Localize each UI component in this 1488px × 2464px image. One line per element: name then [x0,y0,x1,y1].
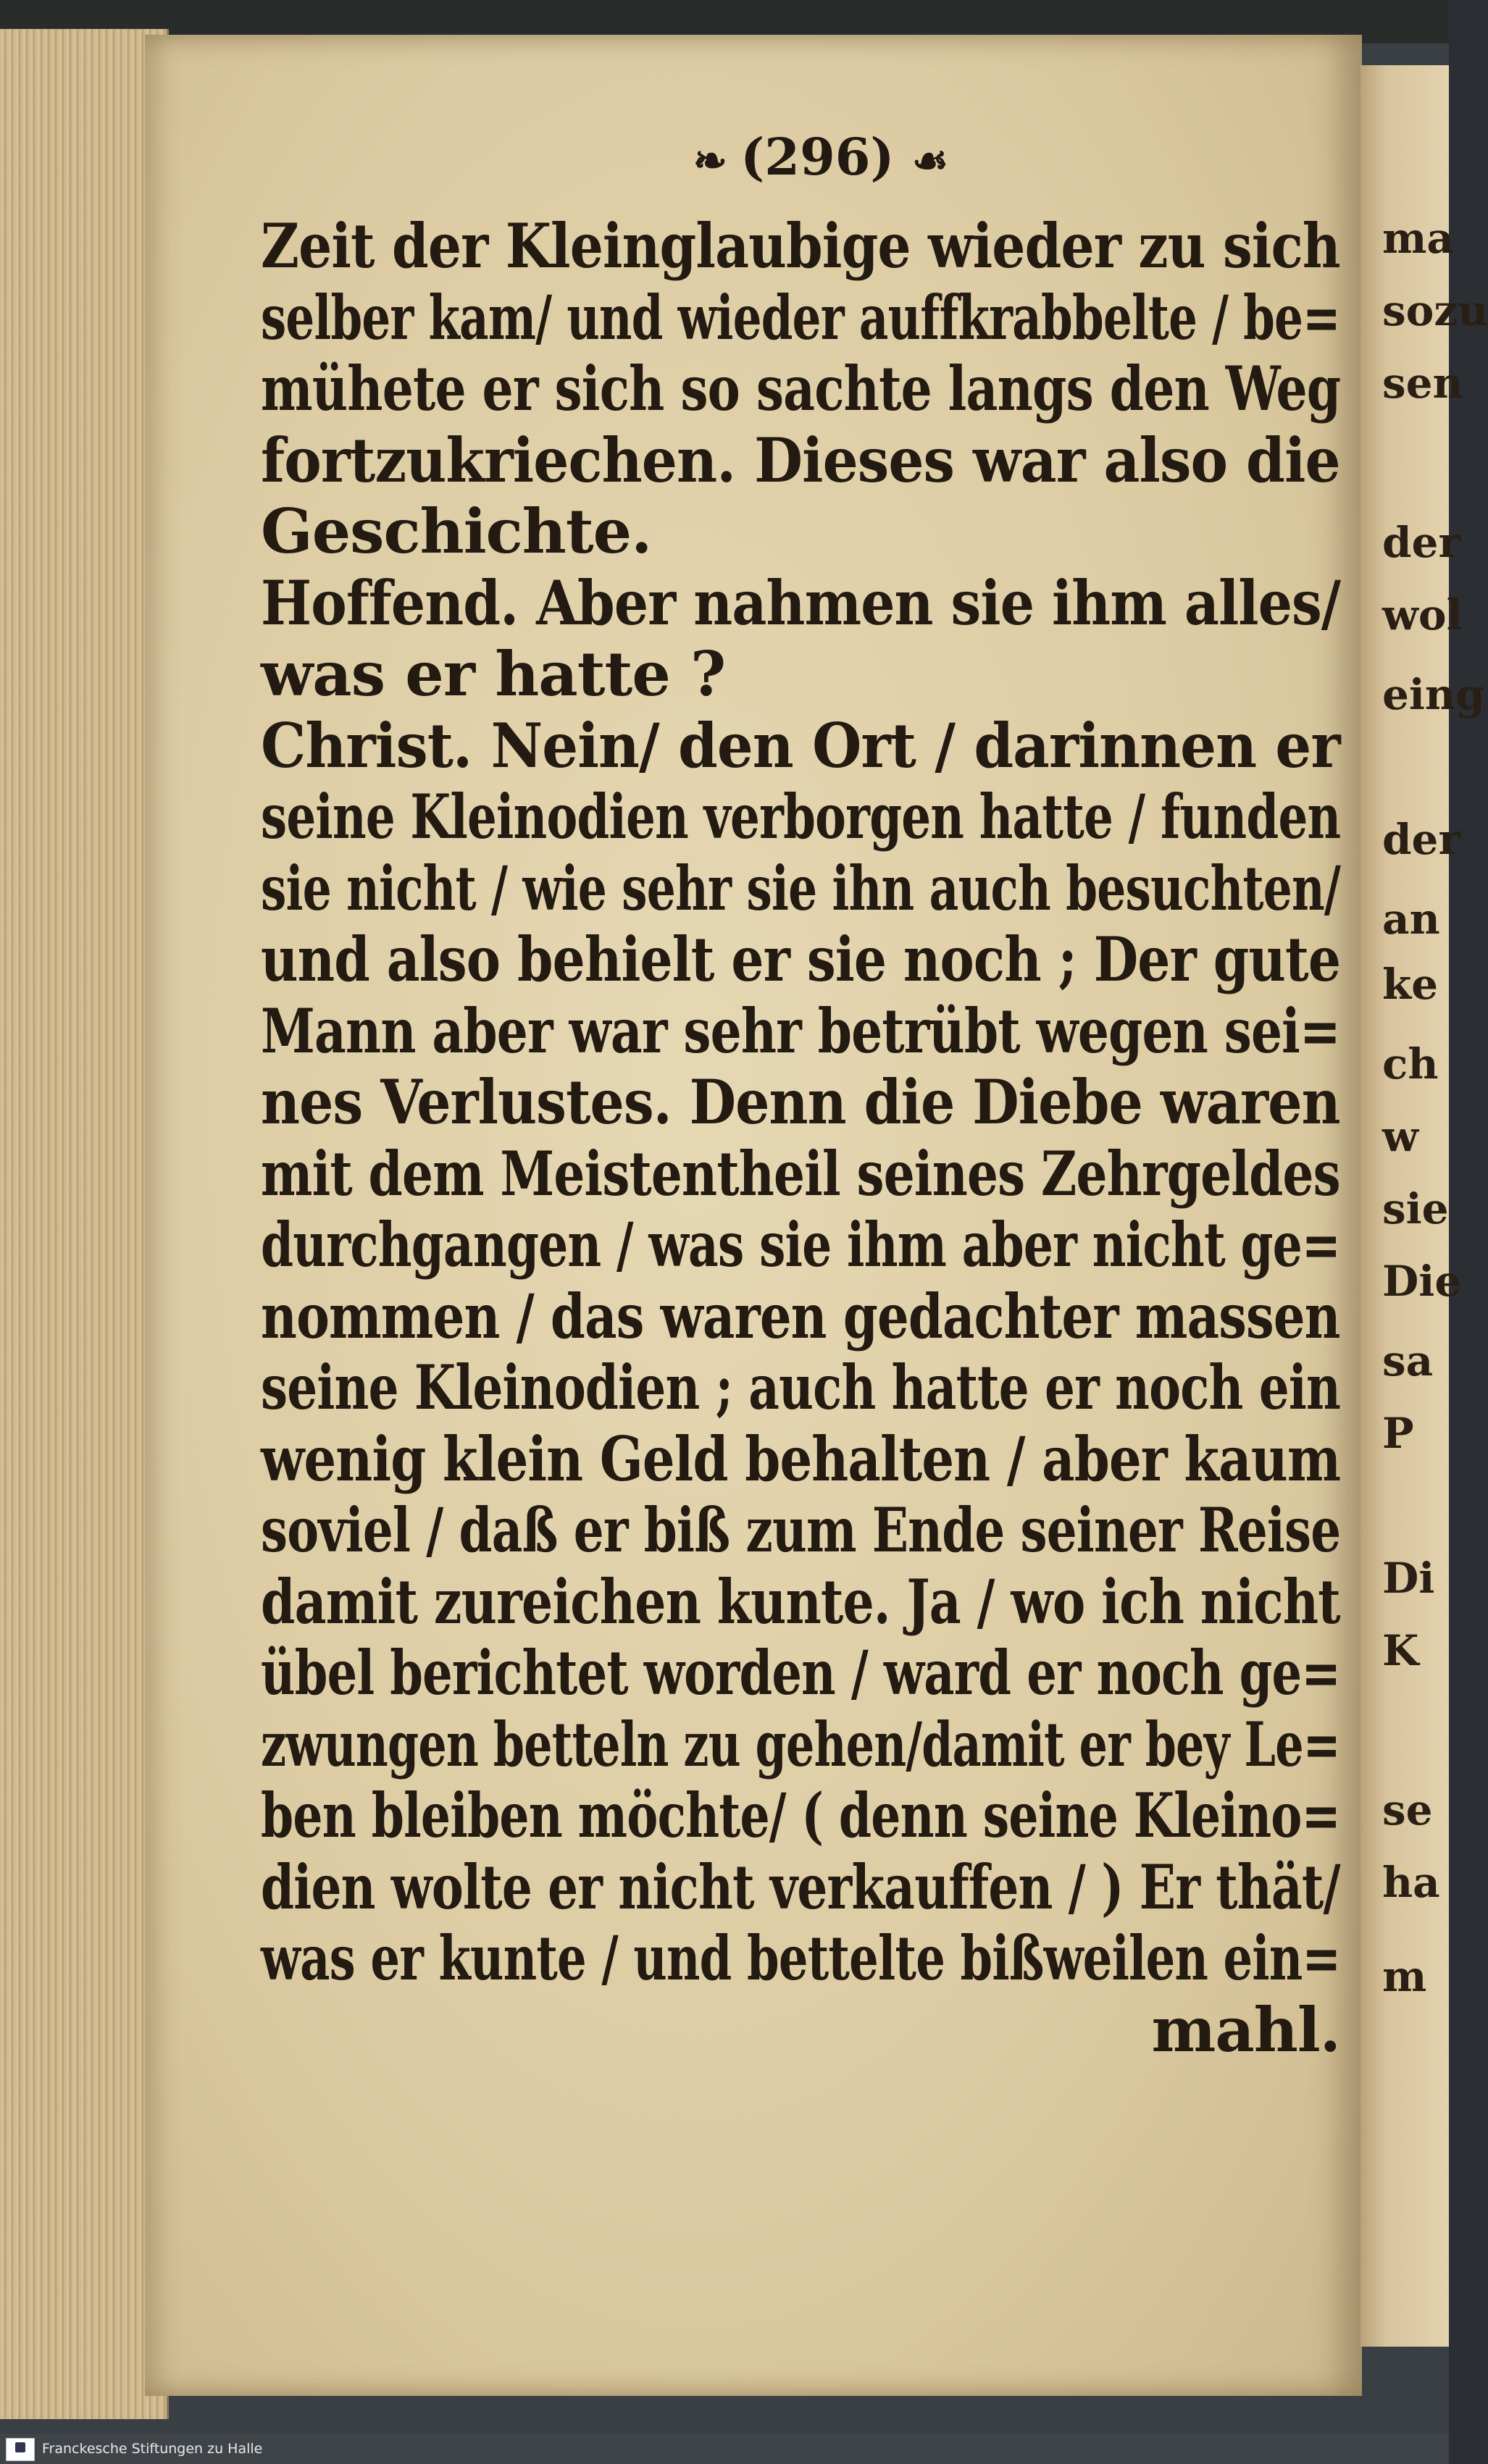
facing-page-fragment: eing [1382,670,1485,719]
text-line: soviel / daß er biß zum Ende seiner Reise [261,1494,1341,1566]
facing-page-fragment: ma [1382,214,1454,263]
facing-page-fragment: sie [1382,1184,1449,1233]
text-line: Mann aber war sehr betrübt wegen sei= [261,994,1340,1067]
text-line: Hoffend. Aber nahmen sie ihm alles/ [261,566,1341,639]
logo-mark-icon [15,2442,25,2452]
facing-page-fragment: P [1382,1409,1414,1458]
facing-page-fragment: ha [1382,1858,1440,1907]
fleuron-right-icon: ☙ [911,137,945,185]
text-line: zwungen betteln zu gehen/damit er bey Le= [261,1708,1340,1780]
text-line: fortzukriechen. Dieses war also die [261,424,1340,496]
facing-page-fragment: der [1382,518,1461,567]
text-line: dien wolte er nicht verkauffen / ) Er thät/ [261,1851,1340,1923]
text-line: nommen / das waren gedachter massen [261,1280,1340,1352]
facing-page-fragment: w [1382,1112,1418,1161]
text-line: wenig klein Geld behalten / aber kaum [261,1422,1341,1495]
text-line: sie nicht / wie sehr sie ihn auch besuchten/ [261,852,1341,924]
facing-page-fragment: se [1382,1785,1433,1835]
text-line: mahl. [1151,1993,1340,2066]
facing-page-fragment: sen [1382,359,1463,408]
facing-page-fragment: an [1382,894,1440,944]
facing-page-fragment: K [1382,1626,1419,1675]
text-line: was er hatte ? [261,638,726,710]
text-line: mühete er sich so sachte langs den Weg [261,353,1341,424]
text-line: nes Verlustes. Denn die Diebe waren [261,1066,1340,1138]
footer-credit: Franckesche Stiftungen zu Halle [42,2441,263,2457]
facing-page-fragment: m [1382,1952,1427,2001]
text-line: mit dem Meistentheil seines Zehrgeldes [261,1137,1340,1210]
institution-logo [6,2438,35,2461]
text-line: damit zureichen kunte. Ja / wo ich nicht [261,1565,1340,1638]
text-line: selber kam/ und wieder auffkrabbelte / be= [261,281,1340,353]
facing-page-fragment: ke [1382,960,1439,1009]
text-line: Geschichte. [261,495,652,567]
text-line: Zeit der Kleinglaubige wieder zu sich [261,210,1340,282]
text-line: seine Kleinodien verborgen hatte / funden [261,781,1341,852]
fleuron-left-icon: ❧ [693,137,723,185]
footer-bar [0,2434,1449,2464]
text-line: übel berichtet worden / ward er noch ge= [261,1637,1341,1709]
facing-page-fragment: sozu [1382,286,1488,335]
facing-page-fragment: Di [1382,1554,1435,1603]
text-line: Christ. Nein/ den Ort / darinnen er [261,709,1340,781]
text-line: seine Kleinodien ; auch hatte er noch ein [261,1352,1341,1423]
text-line: ben bleiben möchte/ ( denn seine Kleino= [261,1780,1340,1851]
facing-page-fragment: der [1382,815,1461,864]
text-line: durchgangen / was sie ihm aber nicht ge= [261,1209,1341,1281]
facing-page-fragment: Die [1382,1257,1462,1306]
facing-page-fragment: sa [1382,1336,1434,1386]
text-line: was er kunte / und bettelte bißweilen ein= [261,1922,1341,1994]
book-page-edges [0,29,169,2419]
page-number: (296) [740,127,895,187]
facing-page-fragment: wol [1382,590,1463,640]
page-header [638,127,1000,187]
facing-page-fragment: ch [1382,1039,1439,1089]
text-line: und also behielt er sie noch ; Der gute [261,923,1341,995]
